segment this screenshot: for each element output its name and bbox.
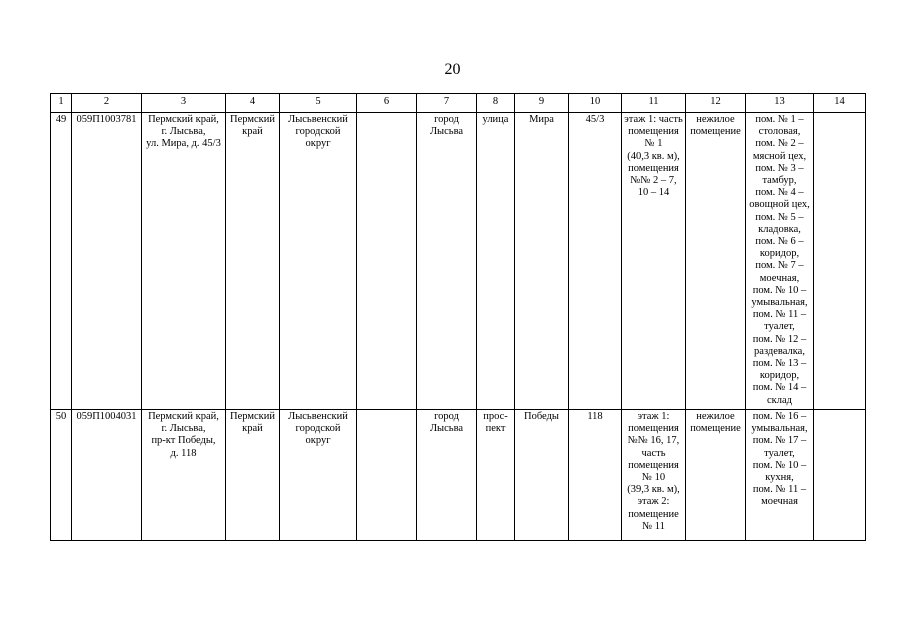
street-type-cell: улица [477,113,515,410]
house-number-cell: 45/3 [569,113,622,410]
premises-cell: этаж 1: помещения №№ 16, 17, часть помещения № 10 (39,3 кв. м), этаж 2: помещение № 11 [622,410,686,541]
city-cell: город Лысьва [417,410,477,541]
column-header: 10 [569,94,622,113]
empty-cell [814,410,866,541]
row-number-cell: 50 [51,410,72,541]
empty-cell [357,410,417,541]
column-header: 2 [72,94,142,113]
premises-type-cell: нежилое помещение [686,113,746,410]
column-header: 9 [515,94,569,113]
district-cell: Лысьвенский городской округ [280,113,357,410]
column-header: 11 [622,94,686,113]
region-cell: Пермский край [226,113,280,410]
city-cell: город Лысьва [417,113,477,410]
column-header: 3 [142,94,226,113]
row-number-cell: 49 [51,113,72,410]
premises-cell: этаж 1: часть помещения № 1 (40,3 кв. м), помещения №№ 2 – 7, 10 – 14 [622,113,686,410]
house-number-cell: 118 [569,410,622,541]
table-row [51,113,866,410]
street-type-cell: прос- пект [477,410,515,541]
column-header: 8 [477,94,515,113]
address-register-table [50,93,866,541]
column-header: 14 [814,94,866,113]
column-header: 5 [280,94,357,113]
premises-type-cell: нежилое помещение [686,410,746,541]
address-cell: Пермский край, г. Лысьва, пр-кт Победы, д. 118 [142,410,226,541]
column-header: 7 [417,94,477,113]
table-header-row [51,94,866,113]
column-header: 12 [686,94,746,113]
address-cell: Пермский край, г. Лысьва, ул. Мира, д. 45/3 [142,113,226,410]
page-number: 20 [444,61,461,78]
table-row [51,410,866,541]
column-header: 1 [51,94,72,113]
rooms-cell: пом. № 16 – умывальная, пом. № 17 – туалет, пом. № 10 – кухня, пом. № 11 – моечная [746,410,814,541]
region-cell: Пермский край [226,410,280,541]
column-header: 13 [746,94,814,113]
column-header: 4 [226,94,280,113]
street-name-cell: Победы [515,410,569,541]
district-cell: Лысьвенский городской округ [280,410,357,541]
registry-id-cell: 059П1003781 [72,113,142,410]
registry-id-cell: 059П1004031 [72,410,142,541]
street-name-cell: Мира [515,113,569,410]
empty-cell [357,113,417,410]
rooms-cell: пом. № 1 – столовая, пом. № 2 – мясной цех, пом. № 3 – тамбур, пом. № 4 – овощной цех, пом. № 5 – кладовка, пом. № 6 – коридор, пом. № 7 – моечная, пом. № 10 – умывальная, пом. № 11 – туалет, пом. № 12 – раздевалка, пом. № 13 – коридор, пом. № 14 – склад [746,113,814,410]
empty-cell [814,113,866,410]
column-header: 6 [357,94,417,113]
